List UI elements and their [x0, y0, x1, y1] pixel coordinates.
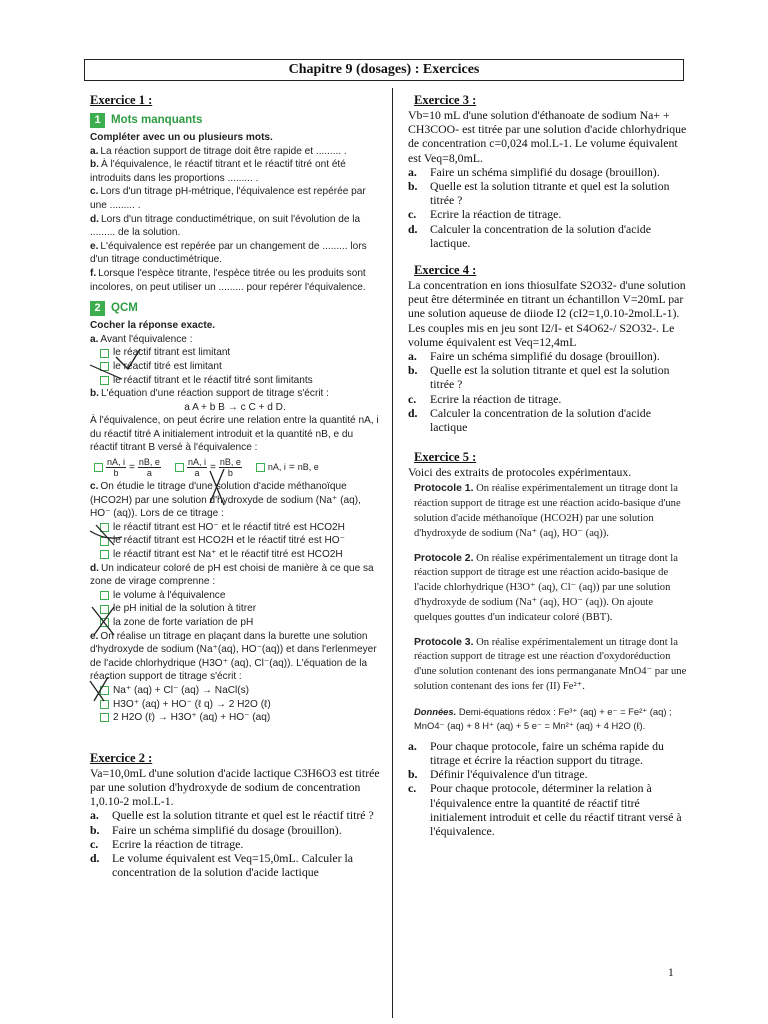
question-item: c. Ecrire la réaction de titrage. [408, 207, 562, 222]
qcm-option[interactable]: le réactif titrant et le réactif titré sont limitants [90, 374, 380, 388]
qcm-option[interactable]: le volume à l'équivalence [90, 589, 380, 603]
qcm-question-b-text: À l'équivalence, on peut écrire une relation entre la quantité nA, i du réactif titré A initialement introduit et la quantité nB, e du réactif titrant B versé à l'équivalence : [90, 415, 379, 454]
protocol-extracts [414, 482, 688, 732]
protocol-2: Protocole 2. On réalise expérimentalement un titrage dont la réaction support de titrage est une réaction acido-basique de l'acide chlorhydrique (H3O⁺ (aq), Cl⁻ (aq)) par une solution d'hydroxyde de sodium (Na⁺ (aq), HO⁻ (aq)). On ajoute quelques gouttes d'un indicateur coloré (BBT). [414, 552, 678, 623]
section-title: QCM [111, 301, 138, 314]
question-item: a. Faire un schéma simplifié du dosage (brouillon). [408, 164, 660, 179]
qcm-option[interactable]: $\frac{nA, i}{a}$ = $\frac{nB, e}{b}$ [175, 457, 242, 478]
question-item: a. Pour chaque protocole, faire un schéma rapide du titrage et écrire la réaction support du titrage. [408, 738, 664, 768]
qcm-option[interactable]: 2 H2O (ℓ) → H3O⁺ (aq) + HO⁻ (aq) [90, 711, 380, 725]
list-item: c. Lors d'un titrage pH-métrique, l'équivalence est repérée par une ......... . [90, 186, 366, 211]
checkbox[interactable] [100, 349, 109, 358]
checkbox[interactable] [100, 537, 109, 546]
exercise-4-intro: La concentration en ions thiosulfate S2O32- d'une solution peut être déterminée en titrant un échantillon V=20mL par une solution aqueuse de diiode I2 (cI2=1,0.10-2mol.L-1). Les couples mis en jeu sont I2/I- et S4O62-/ S2O32-. Le volume équivalent est Veq=12,4mL [408, 278, 686, 349]
checkbox[interactable] [100, 713, 109, 722]
qcm-question-b: b. L'équation d'une réaction support de titrage s'écrit : [90, 388, 329, 400]
qcm-option[interactable]: le réactif titrant est limitant [90, 346, 380, 360]
exercise-3-questions [408, 165, 688, 250]
section-mots-manquants-header [90, 113, 380, 128]
question-item: b. Quelle est la solution titrante et quel est la solution titrée ? [408, 179, 670, 208]
qcm-question-a: a. Avant l'équivalence : [90, 333, 193, 345]
question-item: b. Quelle est la solution titrante et quel est la solution titrée ? [408, 363, 670, 392]
question-item: d. Calculer la concentration de la solution d'acide lactique. [408, 221, 651, 250]
checkbox[interactable] [256, 463, 265, 472]
fraction-options [90, 457, 380, 478]
qcm-option[interactable]: le réactif titrant est Na⁺ et le réactif titré est HCO2H [90, 548, 380, 562]
section-number-badge: 1 [90, 113, 105, 128]
protocol-1: Protocole 1. On réalise expérimentalement un titrage dont la réaction support de titrage est une réaction acido-basique d'une solution d'acide méthanoïque (HCO2H) par une solution d'hydroxyde de sodium (Na⁺ (aq), HO⁻ (aq)). [414, 483, 681, 539]
left-column [80, 93, 380, 879]
exercise-3-title: Exercice 3 : [414, 93, 477, 107]
checkbox[interactable] [100, 605, 109, 614]
qcm-option[interactable]: le pH initial de la solution à titrer [90, 602, 380, 616]
list-item: a. La réaction support de titrage doit être rapide et ......... . [90, 145, 347, 157]
checkbox[interactable] [94, 463, 103, 472]
question-item: d. Calculer la concentration de la solution d'acide lactique [408, 405, 651, 435]
question-item: a. Quelle est la solution titrante et quel est le réactif titré ? [90, 808, 374, 823]
column-divider [392, 88, 393, 1018]
section-title: Mots manquants [111, 113, 203, 126]
exercise-2-intro: Va=10,0mL d'une solution d'acide lactique C3H6O3 est titrée par une solution d'hydroxyde de sodium de concentration 1,0.10-2 mol.L-1. [90, 765, 380, 809]
instruction: Cocher la réponse exacte. [90, 320, 216, 332]
exercise-1-title: Exercice 1 : [90, 93, 153, 107]
checkbox[interactable] [100, 618, 109, 627]
question-item: d. Le volume équivalent est Veq=15,0mL. Calculer la concentration de la solution d'acide lactique [90, 850, 353, 880]
donnees-block: Données. Demi-équations rédox : Fe³⁺ (aq) + e⁻ = Fe²⁺ (aq) ; MnO4⁻ (aq) + 8 H⁺ (aq) + 5 e⁻ = Mn²⁺ (aq) + 4 H2O (ℓ). [414, 705, 672, 731]
checkbox[interactable] [100, 591, 109, 600]
checkbox[interactable] [100, 523, 109, 532]
equation: a A + b B → c C + d D. [184, 401, 286, 413]
list-item: f. Lorsque l'espèce titrante, l'espèce titrée ou les produits sont incolores, on peut utiliser un ......... pour repérer l'équivalence. [90, 267, 366, 293]
qcm-option[interactable]: $\frac{nA, i}{b}$ = $\frac{nB, e}{a}$ [94, 457, 161, 478]
qcm-question-e: e. On réalise un titrage en plaçant dans la burette une solution d'hydroxyde de sodium (Na⁺(aq), HO⁻(aq)) et dans l'erlenmeyer de l'acide chlorhydrique (H3O⁺ (aq), Cl⁻(aq)). L'équation de la réaction support de titrage s'écrit : [90, 630, 377, 683]
list-item: d. Lors d'un titrage conductimétrique, on suit l'évolution de la ......... de la solution. [90, 213, 361, 239]
checkbox[interactable] [100, 686, 109, 695]
checkbox[interactable] [100, 550, 109, 559]
instruction: Compléter avec un ou plusieurs mots. [90, 132, 273, 143]
protocol-3: Protocole 3. On réalise expérimentalement un titrage dont la réaction support de titrage est une réaction d'oxydoréduction d'une solution contenant des ions permanganate MnO4⁻ par une solution contenant des ions fer (II) Fe²⁺. [414, 636, 687, 693]
page-title: Chapitre 9 (dosages) : Exercices [84, 59, 684, 81]
question-item: c. Ecrire la réaction de titrage. [408, 391, 562, 406]
qcm-question-d: d. Un indicateur coloré de pH est choisi de manière à ce que sa zone de virage comprenne : [90, 562, 374, 588]
question-item: c. Pour chaque protocole, déterminer la relation à l'équivalence entre la quantité de réactif titré initialement introduit et celle du réactif titrant versé à l'équivalence. [408, 781, 682, 839]
qcm-option[interactable]: le réactif titré est limitant [90, 360, 380, 374]
exercise-2-title: Exercice 2 : [90, 750, 153, 765]
checkbox[interactable] [100, 362, 109, 371]
checkbox[interactable] [100, 376, 109, 385]
list-item: e. L'équivalence est repérée par un changement de ......... lors d'un titrage conductimétrique. [90, 240, 367, 266]
exercise-5-questions [408, 739, 688, 838]
qcm-option[interactable]: nA, i = nB, e [256, 461, 319, 475]
qcm-option[interactable]: H3O⁺ (aq) + HO⁻ (ℓ q) → 2 H2O (ℓ) [90, 698, 380, 712]
exercise-1-textbook [90, 113, 380, 725]
qcm-option[interactable]: Na⁺ (aq) + Cl⁻ (aq) → NaCl(s) [90, 684, 380, 698]
checkbox[interactable] [100, 700, 109, 709]
question-item: b. Faire un schéma simplifié du dosage (brouillon). [90, 822, 342, 837]
page-number: 1 [668, 967, 674, 979]
checkbox[interactable] [175, 463, 184, 472]
qcm-option[interactable]: la zone de forte variation de pH [90, 616, 380, 630]
question-item: b. Définir l'équivalence d'un titrage. [408, 767, 588, 782]
question-item: a. Faire un schéma simplifié du dosage (brouillon). [408, 349, 660, 364]
question-item: c. Ecrire la réaction de titrage. [90, 836, 244, 851]
qcm-option[interactable]: le réactif titrant est HO⁻ et le réactif titré est HCO2H [90, 521, 380, 535]
qcm-question-c: c. On étudie le titrage d'une solution d'acide méthanoïque (HCO2H) par une solution d'hydroxyde de sodium (Na⁺ (aq), HO⁻ (aq)). Lors de ce titrage : [90, 481, 361, 520]
section-number-badge: 2 [90, 301, 105, 316]
exercise-2-questions [90, 808, 380, 879]
exercise-5-intro: Voici des extraits de protocoles expérimentaux. [408, 465, 632, 480]
right-column [408, 93, 688, 838]
exercise-3-intro: Vb=10 mL d'une solution d'éthanoate de sodium Na+ + CH3COO- est titrée par une solution d'acide chlorhydrique de concentration c=0,024 mol.L-1. Le volume équivalent est Veq=8,0mL. [408, 108, 687, 165]
section-qcm-header [90, 301, 380, 316]
list-item: b. À l'équivalence, le réactif titrant et le réactif titré ont été introduits dans les proportions ......... . [90, 159, 346, 184]
exercise-4-title: Exercice 4 : [414, 263, 477, 278]
exercise-4-questions [408, 349, 688, 434]
exercise-5-title: Exercice 5 : [414, 450, 477, 465]
qcm-option[interactable]: le réactif titrant est HCO2H et le réactif titré est HO⁻ [90, 534, 380, 548]
